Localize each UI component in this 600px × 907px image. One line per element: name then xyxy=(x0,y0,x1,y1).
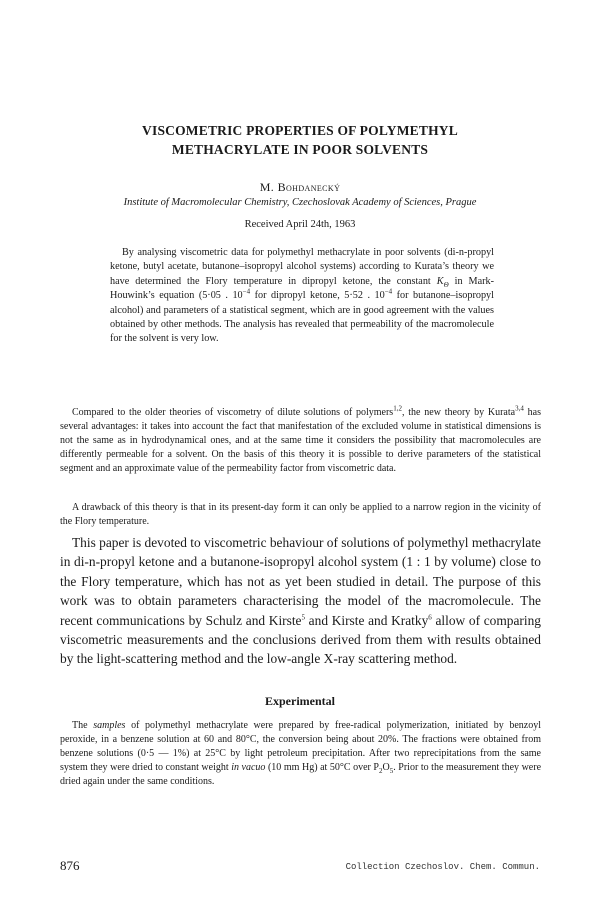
para4-text-2: of polymethyl methacrylate were prepared by free-radical polymerization, initiated by benzoyl peroxide, in a benzene solution at 60 and 80°C, the conversion being about 20%. The fractions were obtained from benzene solutions (0·5 — 1%) at 25°C by light petroleum precipitation. After two reprecipitations from the same system they were dried to constant weight xyxy=(60,720,542,773)
reference-6: 6 xyxy=(428,613,432,622)
abstract-exponent-2: −4 xyxy=(384,287,393,296)
para3-text-1: This paper is devoted to viscometric behaviour of solutions of polymethyl methacrylate in di-n-propyl ketone and a butanone-isopropyl alcohol system (1 : 1 by volume) close to the Flory temperature, which has not as yet been studied in detail. The purpose of this work was to obtain parameters characterising the model of the macromolecule. The recent communications by Schulz and Kirste xyxy=(60,535,541,628)
para4-text-5: . Prior to the measurement they were dried again under the same conditions. xyxy=(60,762,542,787)
abstract-text-2: in Mark-Houwink’s equation (5·05 . 10 xyxy=(110,275,495,302)
para1-text-2: , the new theory by Kurata xyxy=(401,407,516,418)
abstract-text-1: By analysing viscometric data for polymethyl methacrylate in poor solvents (di-n-propyl ketone, butyl acetate, butanone–isopropyl alcohol systems) according to Kurata’s theory we have determined the Flory temperature in dipropyl ketone, the constant xyxy=(110,247,494,287)
abstract-k-symbol: K xyxy=(436,275,444,287)
para4-text-1: The xyxy=(72,720,94,731)
author-surname: Bohdanecký xyxy=(277,180,341,194)
para1-text-1: Compared to the older theories of viscometry of dilute solutions of polymers xyxy=(72,407,394,418)
title-line-1: VISCOMETRIC PROPERTIES OF POLYMETHYL xyxy=(142,123,458,138)
abstract-exponent-1: −4 xyxy=(242,287,251,296)
para4-emphasis-samples: samples xyxy=(93,720,126,731)
para4-subscript-2: 2 xyxy=(378,767,383,775)
reference-5: 5 xyxy=(301,613,305,622)
para4-subscript-5: 5 xyxy=(389,767,394,775)
abstract xyxy=(110,246,494,347)
paper-title xyxy=(60,121,540,159)
received-date: Received April 24th, 1963 xyxy=(244,219,356,230)
para4-text-3: (10 mm Hg) at 50°C over P xyxy=(265,762,379,773)
experimental-paragraph xyxy=(60,719,541,789)
institute-affiliation: Institute of Macromolecular Chemistry, Czechoslovak Academy of Sciences, Prague xyxy=(123,197,477,208)
para4-emphasis-in-vacuo: in vacuo xyxy=(231,762,266,773)
journal-footer: Collection Czechoslov. Chem. Commun. xyxy=(345,862,540,872)
intro-paragraph-3 xyxy=(60,533,541,669)
para3-text-2: and Kirste and Kratky xyxy=(305,612,429,628)
para1-text-3: has several advantages: it takes into account the fact that manifestation of the excluded volume in statistical dimensions is not the same as in hydrodynamical ones, and at the same time it considers the possibility that macromolecules are differently permeable for a solvent. On the basis of this theory it is possible to derive parameters of the statistical segment and an approximate value of the permeability factor from viscometric data. xyxy=(60,407,541,474)
abstract-theta-subscript: Θ xyxy=(443,280,449,289)
intro-paragraph-1 xyxy=(60,406,541,476)
reference-1-2: 1,2 xyxy=(393,404,402,413)
abstract-text-3: for dipropyl ketone, 5·52 . 10 xyxy=(250,290,385,302)
para4-text-4: O xyxy=(382,762,390,773)
reference-3-4: 3,4 xyxy=(515,404,524,413)
section-heading-experimental: Experimental xyxy=(265,694,335,708)
abstract-text-4: for butanone–isopropyl alcohol) and parameters of a statistical segment, which are in good agreement with the values obtained by other methods. The analysis has revealed that permeability of the macromolecule for the solvent is very low. xyxy=(110,290,494,345)
intro-paragraph-2: A drawback of this theory is that in its present-day form it can only be applied to a narrow region in the vicinity of the Flory temperature. xyxy=(60,502,541,527)
page-number: 876 xyxy=(60,858,80,873)
para3-text-3: allow of comparing viscometric measurements and the conclusions derived from them with results obtained by the light-scattering method and the low-angle X-ray scattering method. xyxy=(60,612,541,667)
author-initial: M. xyxy=(259,180,278,194)
author xyxy=(60,180,540,195)
title-line-2: METHACRYLATE IN POOR SOLVENTS xyxy=(171,142,429,157)
